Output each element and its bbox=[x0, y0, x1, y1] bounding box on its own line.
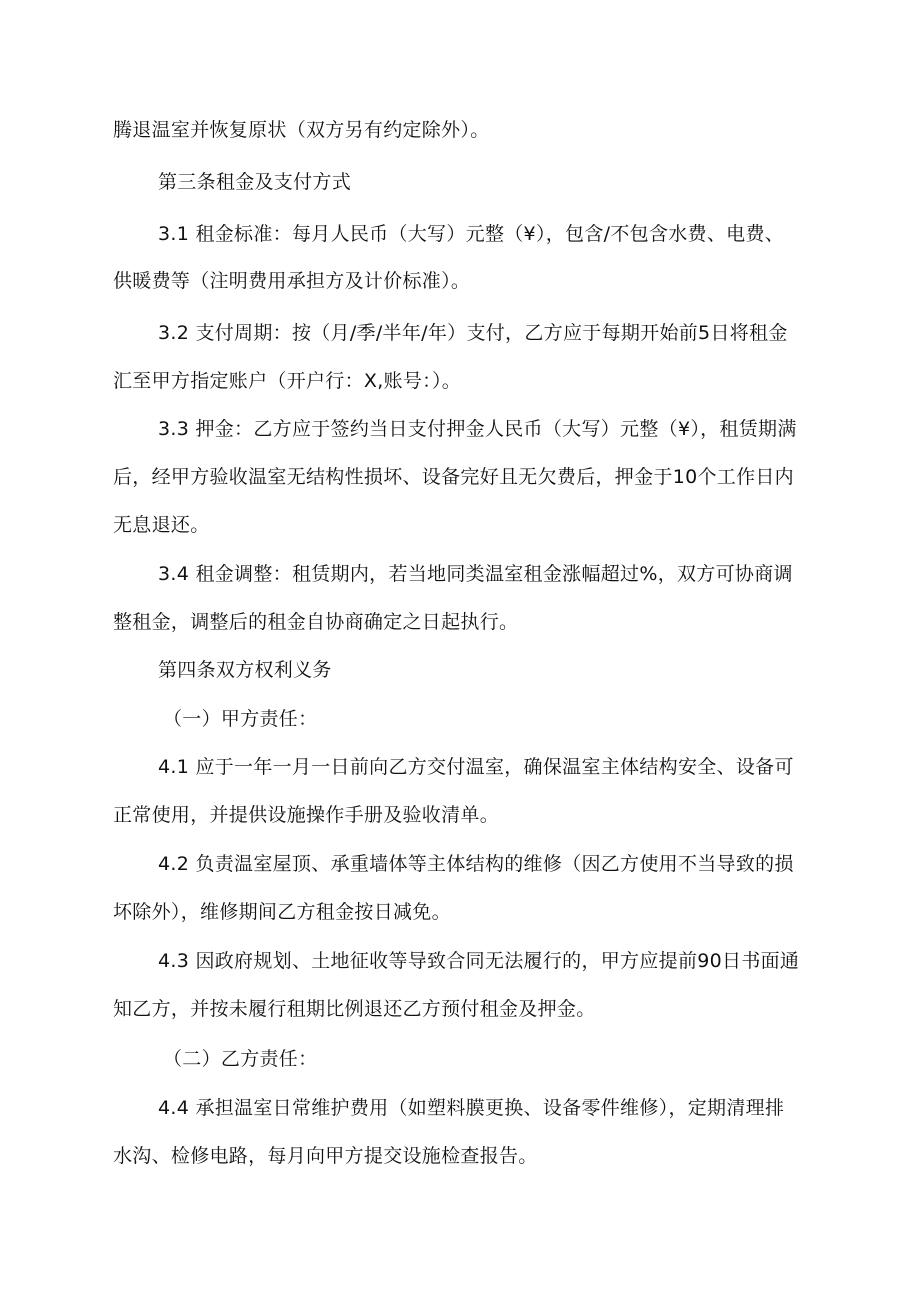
subsection-heading: （二）乙方责任： bbox=[163, 1048, 318, 1070]
clause-3-3: 3.3 押金：乙方应于签约当日支付押金人民币（大写）元整（¥），租赁期满 bbox=[158, 418, 797, 440]
clause-4-3: 4.3 因政府规划、土地征收等导致合同无法履行的，甲方应提前90日书面通 bbox=[158, 950, 800, 972]
text-line: 知乙方，并按未履行租期比例退还乙方预付租金及押金。 bbox=[113, 998, 596, 1020]
text-line: 供暖费等（注明费用承担方及计价标准）。 bbox=[113, 270, 471, 292]
section-heading: 第三条租金及支付方式 bbox=[158, 171, 352, 193]
clause-4-2: 4.2 负责温室屋顶、承重墙体等主体结构的维修（因乙方使用不当导致的损 bbox=[158, 853, 794, 875]
text-line: 整租金，调整后的租金自协商确定之日起执行。 bbox=[113, 611, 519, 633]
text-line: 腾退温室并恢复原状（双方另有约定除外）。 bbox=[113, 119, 490, 141]
subsection-heading: （一）甲方责任： bbox=[163, 708, 318, 730]
text-line: 水沟、检修电路，每月向甲方提交设施检查报告。 bbox=[113, 1145, 538, 1167]
section-heading: 第四条双方权利义务 bbox=[158, 659, 332, 681]
clause-4-4: 4.4 承担温室日常维护费用（如塑料膜更换、设备零件维修），定期清理排 bbox=[158, 1097, 785, 1119]
clause-3-1: 3.1 租金标准：每月人民币（大写）元整（¥），包含/不包含水费、电费、 bbox=[158, 223, 785, 245]
text-line: 坏除外），维修期间乙方租金按日减免。 bbox=[113, 901, 451, 923]
text-line: 汇至甲方指定账户（开户行：X,账号：）。 bbox=[113, 370, 462, 392]
text-line: 正常使用，并提供设施操作手册及验收清单。 bbox=[113, 804, 500, 826]
text-line: 无息退还。 bbox=[113, 514, 210, 536]
clause-3-2: 3.2 支付周期：按（月/季/半年/年）支付，乙方应于每期开始前5日将租金 bbox=[158, 322, 788, 344]
clause-3-4: 3.4 租金调整：租赁期内，若当地同类温室租金涨幅超过%，双方可协商调 bbox=[158, 563, 793, 585]
text-line: 后，经甲方验收温室无结构性损坏、设备完好且无欠费后，押金于10个工作日内 bbox=[113, 466, 794, 488]
clause-4-1: 4.1 应于一年一月一日前向乙方交付温室，确保温室主体结构安全、设备可 bbox=[158, 756, 794, 778]
